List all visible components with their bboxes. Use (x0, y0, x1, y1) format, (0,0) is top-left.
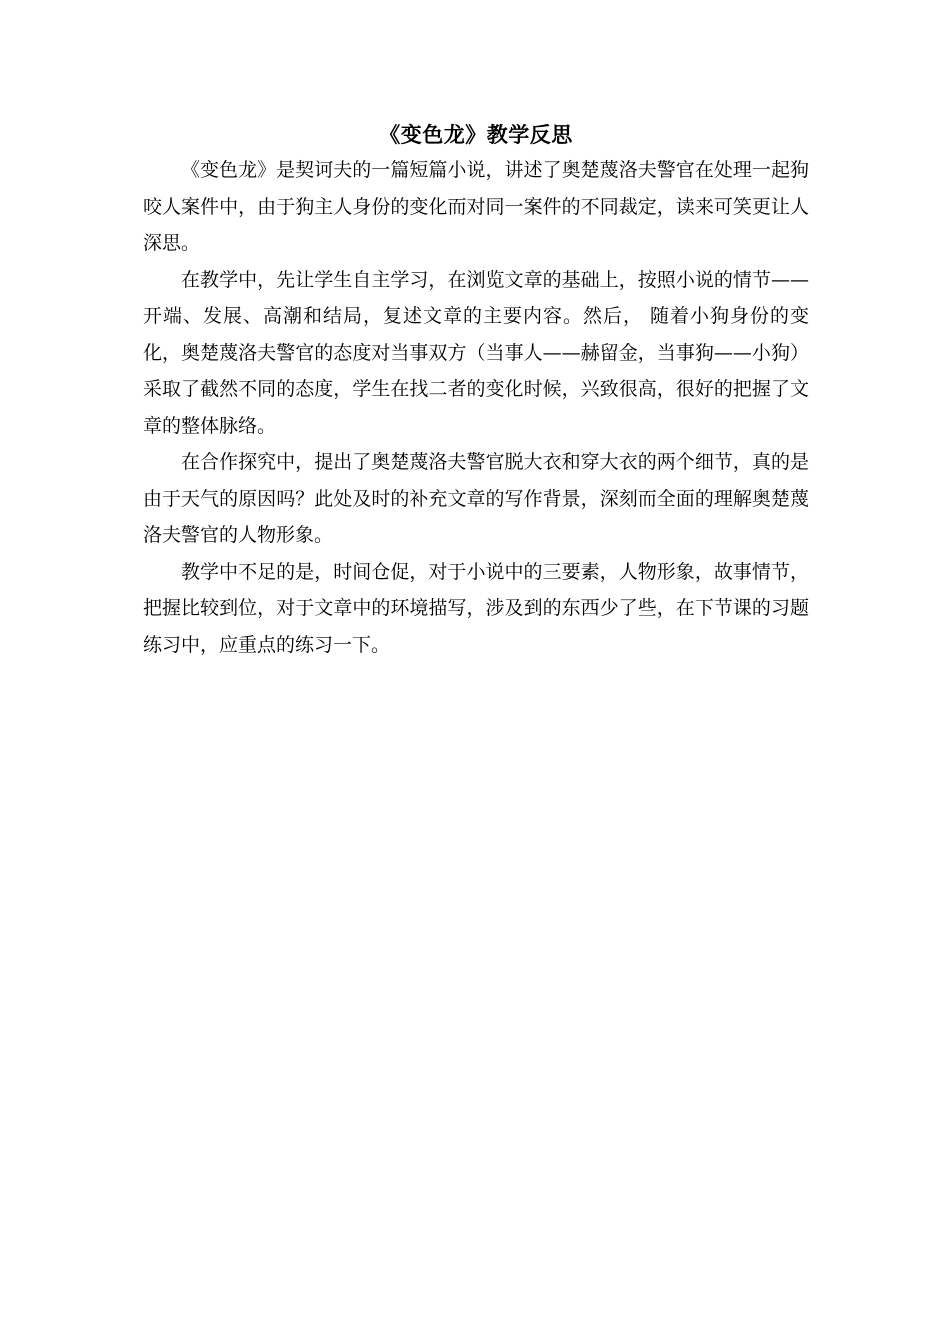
paragraph-cooperative-inquiry: 在合作探究中，提出了奥楚蔑洛夫警官脱大衣和穿大衣的两个细节，真的是由于天气的原因吗？此处及时的补充文章的写作背景，深刻而全面的理解奥楚蔑洛夫警官的人物形象。 (143, 451, 809, 546)
document-body (143, 118, 809, 663)
paragraph-teaching-process: 在教学中，先让学生自主学习，在浏览文章的基础上，按照小说的情节——开端、发展、高潮和结局，复述文章的主要内容。然后， 随着小狗身份的变化，奥楚蔑洛夫警官的态度对当事双方（当事人——赫留金，当事狗——小狗）采取了截然不同的态度，学生在找二者的变化时候，兴致很高，很好的把握了文章的整体脉络。 (143, 268, 809, 437)
paragraph-shortcomings: 教学中不足的是，时间仓促，对于小说中的三要素，人物形象，故事情节，把握比较到位，对于文章中的环境描写，涉及到的东西少了些，在下节课的习题练习中，应重点的练习一下。 (143, 560, 809, 656)
paragraph-intro: 《变色龙》是契诃夫的一篇短篇小说，讲述了奥楚蔑洛夫警官在处理一起狗咬人案件中，由于狗主人身份的变化而对同一案件的不同裁定，读来可笑更让人深思。 (143, 159, 809, 254)
document-title: 《变色龙》教学反思 (379, 122, 573, 147)
